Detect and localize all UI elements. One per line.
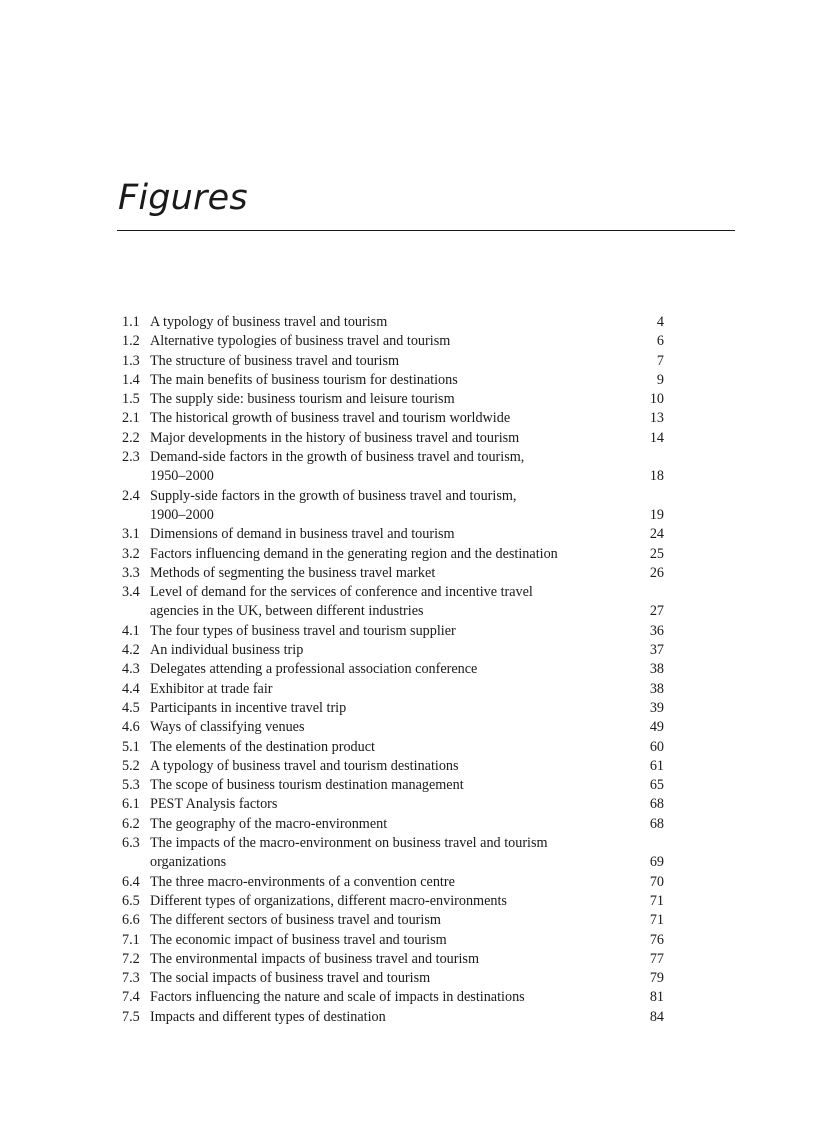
figure-page-number: 81: [649, 989, 664, 1006]
figure-entry-label: [122, 950, 624, 969]
figure-entry-label: [122, 969, 624, 988]
figure-entry: [122, 680, 664, 699]
figure-entry-label: [122, 834, 624, 873]
figure-page-number: 68: [649, 796, 664, 813]
figure-number: 2.3: [122, 449, 140, 466]
figure-entry: [122, 545, 664, 564]
figure-page-number: 65: [649, 777, 664, 794]
figure-title: Delegates attending a professional association conference: [150, 661, 478, 678]
figure-number: 4.3: [122, 661, 140, 678]
figure-entry-label: [122, 660, 624, 679]
figure-entry-label: [122, 313, 624, 332]
figure-title: Alternative typologies of business travel and tourism: [150, 333, 451, 350]
figure-page-number: 84: [649, 1008, 664, 1025]
figure-number: 7.4: [122, 989, 140, 1006]
figure-title: A typology of business travel and tourism: [150, 314, 388, 330]
figure-title: Different types of organizations, different macro-environments: [150, 892, 507, 909]
figure-entry-label: [122, 332, 624, 351]
figure-entry-label: [122, 487, 624, 526]
figure-entry-label: [122, 911, 624, 930]
figure-entry: [122, 313, 664, 332]
figure-number: 5.3: [122, 777, 140, 794]
figure-entry: [122, 988, 664, 1007]
figure-number: 7.3: [122, 970, 140, 987]
figure-number: 6.5: [122, 892, 140, 909]
figure-title: The impacts of the macro-environment on business travel and tourism organizations: [150, 835, 548, 871]
figure-entry-label: [122, 583, 624, 622]
figure-title: The geography of the macro-environment: [150, 815, 388, 832]
figure-entry: [122, 487, 664, 526]
figure-title: The main benefits of business tourism for destinations: [150, 371, 458, 388]
figure-number: 3.4: [122, 584, 140, 601]
figure-number: 5.1: [122, 738, 140, 755]
figure-title: The social impacts of business travel and tourism: [150, 970, 431, 987]
figure-entry: [122, 583, 664, 622]
figure-entry-label: [122, 390, 624, 409]
figure-entry: [122, 969, 664, 988]
figure-entry-label: [122, 371, 624, 390]
figure-page-number: 61: [649, 757, 664, 774]
figure-page-number: 14: [649, 429, 664, 446]
figures-list: [122, 313, 664, 1027]
figure-number: 6.3: [122, 835, 140, 852]
figure-title: The historical growth of business travel and tourism worldwide: [150, 410, 511, 427]
figure-title: The supply side: business tourism and leisure tourism: [150, 391, 455, 408]
figure-entry: [122, 1008, 664, 1027]
figure-page-number: 36: [649, 622, 664, 639]
figure-number: 3.1: [122, 526, 140, 543]
figure-page-number: 39: [649, 699, 664, 716]
figure-entry: [122, 757, 664, 776]
figure-number: 6.1: [122, 796, 140, 813]
figure-title: The different sectors of business travel and tourism: [150, 912, 441, 929]
figure-title: The scope of business tourism destination management: [150, 777, 464, 794]
figure-number: 4.5: [122, 699, 140, 716]
figure-number: 5.2: [122, 757, 140, 774]
figure-entry: [122, 371, 664, 390]
figure-page-number: 79: [649, 970, 664, 987]
figure-page-number: 18: [649, 468, 664, 485]
figure-page-number: 76: [649, 931, 664, 948]
figure-entry-label: [122, 776, 624, 795]
page-title: Figures: [118, 178, 248, 218]
figure-number: 4.4: [122, 680, 140, 697]
figure-entry-label: [122, 525, 624, 544]
figure-entry: [122, 873, 664, 892]
figure-entry-label: [122, 815, 624, 834]
figure-entry: [122, 641, 664, 660]
figure-page-number: 7: [656, 352, 664, 369]
figure-number: 6.2: [122, 815, 140, 832]
figure-title: The environmental impacts of business travel and tourism: [150, 950, 479, 967]
figure-entry-label: [122, 429, 624, 448]
figure-page-number: 68: [649, 815, 664, 832]
figure-number: 4.2: [122, 642, 140, 659]
figure-number: 1.3: [122, 352, 140, 369]
figure-title: Impacts and different types of destination: [150, 1008, 386, 1025]
figure-page-number: 38: [649, 661, 664, 678]
figure-entry: [122, 738, 664, 757]
figure-page-number: 70: [649, 873, 664, 890]
figure-title: Exhibitor at trade fair: [150, 680, 273, 697]
figure-page-number: 71: [649, 912, 664, 929]
figure-entry-label: [122, 1008, 624, 1027]
figure-number: 6.6: [122, 912, 140, 929]
figure-number: 4.6: [122, 719, 140, 736]
figure-entry-label: [122, 448, 624, 487]
figure-entry-label: [122, 699, 624, 718]
figure-title: Level of demand for the services of conference and incentive travel agencies in the UK, between different industries: [150, 584, 533, 620]
figure-entry: [122, 699, 664, 718]
figure-entry-label: [122, 564, 624, 583]
figure-entry: [122, 622, 664, 641]
figure-entry: [122, 776, 664, 795]
figure-title: Methods of segmenting the business travel market: [150, 564, 436, 581]
figure-entry: [122, 409, 664, 428]
figure-title: Ways of classifying venues: [150, 719, 305, 736]
figure-entry-label: [122, 641, 624, 660]
figure-entry-label: [122, 757, 624, 776]
figure-entry-label: [122, 795, 624, 814]
figure-entry: [122, 332, 664, 351]
figure-number: 3.3: [122, 564, 140, 581]
figure-title: Factors influencing the nature and scale of impacts in destinations: [150, 989, 525, 1006]
figure-entry: [122, 660, 664, 679]
figure-title: The structure of business travel and tourism: [150, 352, 400, 369]
figure-page-number: 6: [656, 333, 664, 350]
figure-entry: [122, 931, 664, 950]
figure-page-number: 24: [649, 526, 664, 543]
figure-number: 1.4: [122, 371, 140, 388]
figure-number: 7.5: [122, 1008, 140, 1025]
figure-entry-label: [122, 352, 624, 371]
figure-title: Dimensions of demand in business travel and tourism: [150, 526, 455, 543]
figure-entry: [122, 950, 664, 969]
figure-title: The three macro-environments of a convention centre: [150, 873, 455, 890]
figure-page-number: 9: [656, 371, 664, 388]
figure-page-number: 71: [649, 892, 664, 909]
figure-page-number: 27: [649, 603, 664, 620]
figure-entry-label: [122, 622, 624, 641]
figure-title: Factors influencing demand in the generating region and the destination: [150, 545, 558, 562]
figure-page-number: 69: [649, 854, 664, 871]
figure-title: A typology of business travel and tourism destinations: [150, 757, 459, 774]
figure-entry: [122, 892, 664, 911]
figure-number: 2.1: [122, 410, 140, 427]
figure-entry: [122, 718, 664, 737]
figure-entry: [122, 815, 664, 834]
figure-entry-label: [122, 873, 624, 892]
title-rule: [117, 230, 735, 231]
figure-title: Demand-side factors in the growth of business travel and tourism, 1950–2000: [150, 449, 525, 485]
figure-number: 4.1: [122, 622, 140, 639]
figure-page-number: 19: [649, 506, 664, 523]
figure-page-number: 77: [649, 950, 664, 967]
figure-number: 1.1: [122, 314, 140, 330]
figure-entry: [122, 525, 664, 544]
figure-page-number: 49: [649, 719, 664, 736]
figure-entry-label: [122, 545, 624, 564]
figure-number: 7.1: [122, 931, 140, 948]
figure-entry-label: [122, 680, 624, 699]
figure-title: The four types of business travel and tourism supplier: [150, 622, 456, 639]
figure-entry: [122, 564, 664, 583]
figure-entry-label: [122, 738, 624, 757]
figure-page-number: 60: [649, 738, 664, 755]
figure-entry: [122, 795, 664, 814]
figure-entry-label: [122, 409, 624, 428]
figure-title: PEST Analysis factors: [150, 796, 278, 813]
figure-title: Supply-side factors in the growth of business travel and tourism, 1900–2000: [150, 487, 517, 523]
figure-number: 1.5: [122, 391, 140, 408]
figure-number: 6.4: [122, 873, 140, 890]
figure-title: The elements of the destination product: [150, 738, 375, 755]
figure-number: 2.4: [122, 487, 140, 504]
figure-title: Major developments in the history of business travel and tourism: [150, 429, 520, 446]
figure-number: 3.2: [122, 545, 140, 562]
figure-number: 7.2: [122, 950, 140, 967]
figure-entry: [122, 911, 664, 930]
figure-page-number: 10: [649, 391, 664, 408]
figure-number: 1.2: [122, 333, 140, 350]
figure-page-number: 25: [649, 545, 664, 562]
figure-title: Participants in incentive travel trip: [150, 699, 347, 716]
figure-entry: [122, 429, 664, 448]
figure-entry: [122, 352, 664, 371]
figure-entry: [122, 448, 664, 487]
figure-number: 2.2: [122, 429, 140, 446]
figure-page-number: 38: [649, 680, 664, 697]
figure-entry: [122, 834, 664, 873]
figure-page-number: 37: [649, 642, 664, 659]
figure-page-number: 4: [656, 314, 664, 330]
figure-entry-label: [122, 931, 624, 950]
figure-entry-label: [122, 718, 624, 737]
figure-entry-label: [122, 988, 624, 1007]
figure-entry: [122, 390, 664, 409]
figure-title: An individual business trip: [150, 642, 304, 659]
figure-entry-label: [122, 892, 624, 911]
figure-title: The economic impact of business travel and tourism: [150, 931, 447, 948]
figure-page-number: 26: [649, 564, 664, 581]
figure-page-number: 13: [649, 410, 664, 427]
